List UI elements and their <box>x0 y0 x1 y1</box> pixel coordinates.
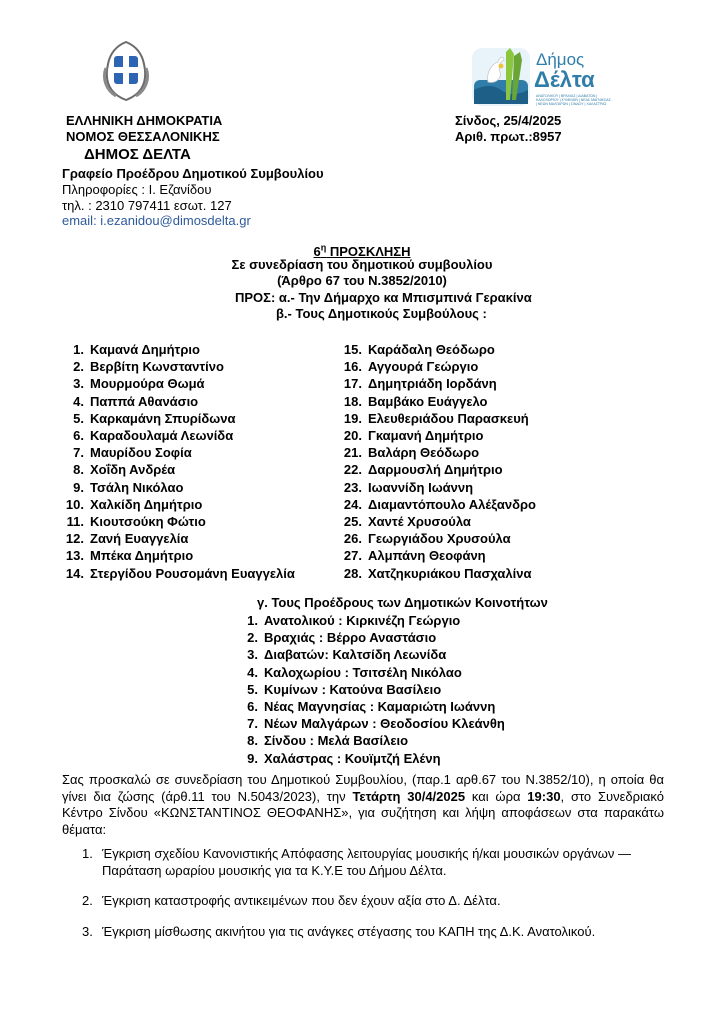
logo-mark-icon <box>470 46 532 108</box>
agenda-topic-text: Έγκριση καταστροφής αντικειμένων που δεν έχουν αξία στο Δ. Δέλτα. <box>102 893 501 908</box>
councillor-item-text: Μαυρίδου Σοφία <box>90 445 192 461</box>
header-info: Πληροφορίες : Ι. Εζανίδου <box>62 182 212 197</box>
councillor-item-text: Ζανή Ευαγγελία <box>90 531 189 547</box>
community-item <box>232 646 505 663</box>
community-item-number: 2. <box>247 630 258 646</box>
councillor-item <box>336 375 536 392</box>
agenda-topic-text: Έγκριση σχεδίου Κανονιστικής Απόφασης λειτουργίας μουσικής ή/και μουσικών οργάνων — Παράταση ωραρίου μουσικής για τα Κ.Υ.Ε του Δήμου Δέλτα. <box>102 846 632 878</box>
header-municipality: ΔΗΜΟΣ ΔΕΛΤΑ <box>84 146 191 163</box>
community-item <box>232 664 505 681</box>
councillor-item-text: Χοΐδη Ανδρέα <box>90 462 176 478</box>
invitation-title: $6^\eta$ ΠΡΟΣΚΛΗΣΗ <box>313 243 411 260</box>
councillor-item-number: 12. <box>65 531 84 547</box>
community-item-text: Σίνδου : Μελά Βασίλειο <box>264 733 409 749</box>
councillor-item <box>58 461 295 478</box>
community-item-text: Βραχιάς : Βέρρο Αναστάσιο <box>264 630 437 646</box>
community-item <box>232 715 505 732</box>
logo-title: Δήμος <box>536 50 585 69</box>
councillor-item <box>58 565 295 582</box>
councillor-item-text: Στεργίδου Ρουσομάνη Ευαγγελία <box>90 565 295 581</box>
councillor-item-number: 15. <box>343 342 362 357</box>
councillor-item-number: 25. <box>343 514 362 530</box>
agenda-topic-number: 1. <box>82 846 93 861</box>
logo-name: Δέλτα <box>534 67 595 92</box>
councillor-item-number: 16. <box>343 359 362 375</box>
councillor-item-text: Γεωργιάδου Χρυσούλα <box>368 531 511 547</box>
community-item <box>232 629 505 646</box>
councillor-item <box>58 530 295 547</box>
community-item <box>232 732 505 749</box>
councillor-item-number: 23. <box>343 479 362 495</box>
community-item-text: Ανατολικού : Κιρκινέζη Γεώργιο <box>264 613 461 628</box>
councillor-item-text: Τσάλη Νικόλαο <box>90 479 184 495</box>
councillor-item-number: 26. <box>343 531 362 547</box>
agenda-topic <box>82 846 672 879</box>
councillor-item <box>58 496 295 513</box>
agenda-topic <box>82 893 672 910</box>
councillors-list-right <box>336 341 536 582</box>
councillor-item-number: 28. <box>343 565 362 581</box>
community-item-number: 4. <box>247 664 258 680</box>
invitation-to-mayor: ΠΡΟΣ: α.- Την Δήμαρχο κα Μπισμπινά Γερακίνα <box>235 290 532 305</box>
community-item-text: Κυμίνων : Κατούνα Βασίλειο <box>264 681 442 697</box>
community-item-text: Διαβατών: Καλτσίδη Λεωνίδα <box>264 647 447 663</box>
community-item <box>232 750 505 767</box>
councillor-item <box>336 565 536 582</box>
community-item-number: 6. <box>247 699 258 715</box>
councillor-item-text: Αλμπάνη Θεοφάνη <box>368 548 486 564</box>
councillor-item <box>58 479 295 496</box>
councillor-item-number: 22. <box>343 462 362 478</box>
councillor-item-text: Δαρμουσλή Δημήτριο <box>368 462 503 478</box>
councillor-item-text: Παππά Αθανάσιο <box>90 393 199 409</box>
councillor-item-number: 4. <box>73 393 84 409</box>
councillor-item-number: 19. <box>343 410 362 426</box>
councillor-item-number: 24. <box>343 496 362 512</box>
councillor-item-number: 20. <box>343 428 362 444</box>
councillor-item-text: Δημητριάδη Ιορδάνη <box>368 376 497 392</box>
community-item-text: Χαλάστρας : Κουϊμτζή Ελένη <box>264 750 441 766</box>
councillor-item-text: Βαμβάκο Ευάγγελο <box>368 393 488 409</box>
header-protocol: Αριθ. πρωτ.:8957 <box>455 129 562 144</box>
community-item-number: 9. <box>247 750 258 766</box>
councillor-item-text: Χατζηκυριάκου Πασχαλίνα <box>368 565 532 581</box>
community-item-number: 3. <box>247 647 258 663</box>
councillor-item-number: 21. <box>343 445 362 461</box>
councillor-item-text: Κιουτσούκη Φώτιο <box>90 514 206 530</box>
councillor-item-text: Αγγουρά Γεώργιο <box>368 359 479 375</box>
councillor-item <box>58 513 295 530</box>
community-item-text: Νέας Μαγνησίας : Καμαριώτη Ιωάννη <box>264 699 496 715</box>
councillor-item <box>58 444 295 461</box>
councillors-list-left <box>58 341 295 582</box>
councillor-item-text: Καμανά Δημήτριο <box>90 342 200 357</box>
councillor-item-number: 2. <box>73 359 84 375</box>
community-item-number: 8. <box>247 733 258 749</box>
agenda-topics <box>82 846 672 954</box>
councillor-item-number: 1. <box>73 342 84 357</box>
community-item-text: Νέων Μαλγάρων : Θεοδοσίου Κλεάνθη <box>264 716 505 732</box>
councillor-item-number: 6. <box>73 428 84 444</box>
councillor-item-number: 9. <box>73 479 84 495</box>
community-item <box>232 681 505 698</box>
councillor-item <box>336 358 536 375</box>
header-office: Γραφείο Προέδρου Δημοτικού Συμβουλίου <box>62 166 324 181</box>
agenda-topic-text: Έγκριση μίσθωσης ακινήτου για τις ανάγκες στέγασης του ΚΑΠΗ της Δ.Κ. Ανατολικού. <box>102 923 596 939</box>
councillor-item <box>336 410 536 427</box>
councillor-item <box>336 461 536 478</box>
councillor-item-number: 7. <box>73 445 84 461</box>
councillor-item <box>58 375 295 392</box>
councillor-item-text: Καράδαλη Θεόδωρο <box>368 342 495 357</box>
header-republic: ΕΛΛΗΝΙΚΗ ΔΗΜΟΚΡΑΤΙΑ <box>66 113 223 128</box>
councillor-item-number: 27. <box>343 548 362 564</box>
councillor-item <box>336 547 536 564</box>
councillor-item-text: Καρκαμάνη Σπυρίδωνα <box>90 410 236 426</box>
councillor-item <box>336 427 536 444</box>
community-item <box>232 698 505 715</box>
community-item-text: Καλοχωρίου : Τσιτσέλη Νικόλαο <box>264 664 462 680</box>
greek-emblem-icon <box>100 38 152 102</box>
councillor-item <box>58 341 295 358</box>
councillor-item-text: Χαντέ Χρυσούλα <box>368 514 471 530</box>
councillor-item-number: 5. <box>73 410 84 426</box>
councillor-item <box>336 479 536 496</box>
councillor-item-text: Διαμαντόπουλο Αλέξανδρο <box>368 496 536 512</box>
councillor-item <box>58 410 295 427</box>
councillor-item-text: Μπέκα Δημήτριο <box>90 548 194 564</box>
communities-list <box>232 612 505 767</box>
councillor-item <box>58 358 295 375</box>
councillor-item-number: 11. <box>66 514 84 530</box>
councillor-item-number: 17. <box>343 376 362 392</box>
header-place-date: Σίνδος, 25/4/2025 <box>455 113 562 128</box>
councillor-item-number: 8. <box>73 462 84 478</box>
agenda-topic-number: 2. <box>82 893 93 908</box>
logo-subtitle: ΑΝΑΤΟΛΙΚΟΥ | ΒΡΑΧΙΑΣ | ΔΙΑΒΑΤΩΝ | ΚΑΛΟΧΩΡΙΟΥ | ΚΥΜΙΝΩΝ | ΝΕΑΣ ΜΑΓΝΗΣΙΑΣ | ΝΕΩΝ ΜΑΛΓΑΡΩΝ | ΣΙΝΔΟΥ | ΧΑΛΑΣΤΡΑΣ <box>536 94 611 106</box>
community-item-number: 5. <box>247 681 258 697</box>
councillor-item-text: Ιωαννίδη Ιωάννη <box>368 479 474 495</box>
invitation-line2: (Άρθρο 67 του Ν.3852/2010) <box>277 273 447 288</box>
invitation-body: Σας προσκαλώ σε συνεδρίαση του Δημοτικού Συμβουλίου, (παρ.1 αρθ.67 του Ν.3852/10), η οποία θα γίνει δια ζώσης (άρθ.11 του Ν.5043/2023), την Τετάρτη 30/4/2025 και ώρα 19:30, στο Συνεδριακό Κέντρο Σίνδου «ΚΩΝΣΤΑΝΤΙΝΟΣ ΘΕΟΦΑΝΗΣ», για συζήτηση και λήψη αποφάσεων στα παρακάτω θέματα: <box>62 772 665 837</box>
councillor-item <box>336 341 536 358</box>
councillor-item-text: Γκαμανή Δημήτριο <box>368 428 484 444</box>
councillor-item <box>58 547 295 564</box>
councillor-item <box>58 427 295 444</box>
community-item-number: 7. <box>247 716 258 732</box>
header-prefecture: ΝΟΜΟΣ ΘΕΣΣΑΛΟΝΙΚΗΣ <box>66 129 220 144</box>
councillor-item-text: Βαλάρη Θεόδωρο <box>368 445 480 461</box>
councillor-item-text: Μουρμούρα Θωμά <box>90 376 205 392</box>
header-phone: τηλ. : 2310 797411 εσωτ. 127 <box>62 198 232 213</box>
agenda-topic <box>82 924 672 941</box>
community-item-number: 1. <box>247 613 258 628</box>
invitation-to-councillors: β.- Τους Δημοτικούς Συμβούλους : <box>276 306 487 321</box>
councillor-item <box>336 393 536 410</box>
councillor-item-number: 3. <box>73 376 84 392</box>
communities-heading: γ. Τους Προέδρους των Δημοτικών Κοινοτήτων <box>257 595 548 610</box>
councillor-item <box>336 496 536 513</box>
dimos-delta-logo <box>470 46 620 108</box>
councillor-item-text: Καραδουλαμά Λεωνίδα <box>90 428 234 444</box>
header-email[interactable]: email: i.ezanidou@dimosdelta.gr <box>62 213 251 228</box>
councillor-item <box>58 393 295 410</box>
councillor-item <box>336 444 536 461</box>
agenda-topic-number: 3. <box>82 923 93 939</box>
councillor-item <box>336 513 536 530</box>
councillor-item-text: Ελευθεριάδου Παρασκευή <box>368 410 529 426</box>
councillor-item <box>336 530 536 547</box>
invitation-line1: Σε συνεδρίαση του δημοτικού συμβουλίου <box>231 257 493 272</box>
councillor-item-text: Χαλκίδη Δημήτριο <box>90 496 203 512</box>
councillor-item-number: 13. <box>65 548 84 564</box>
councillor-item-text: Βερβίτη Κωνσταντίνο <box>90 359 224 375</box>
councillor-item-number: 14. <box>65 565 84 581</box>
community-item <box>232 612 505 629</box>
councillor-item-number: 10. <box>65 496 84 512</box>
councillor-item-number: 18. <box>343 393 362 409</box>
